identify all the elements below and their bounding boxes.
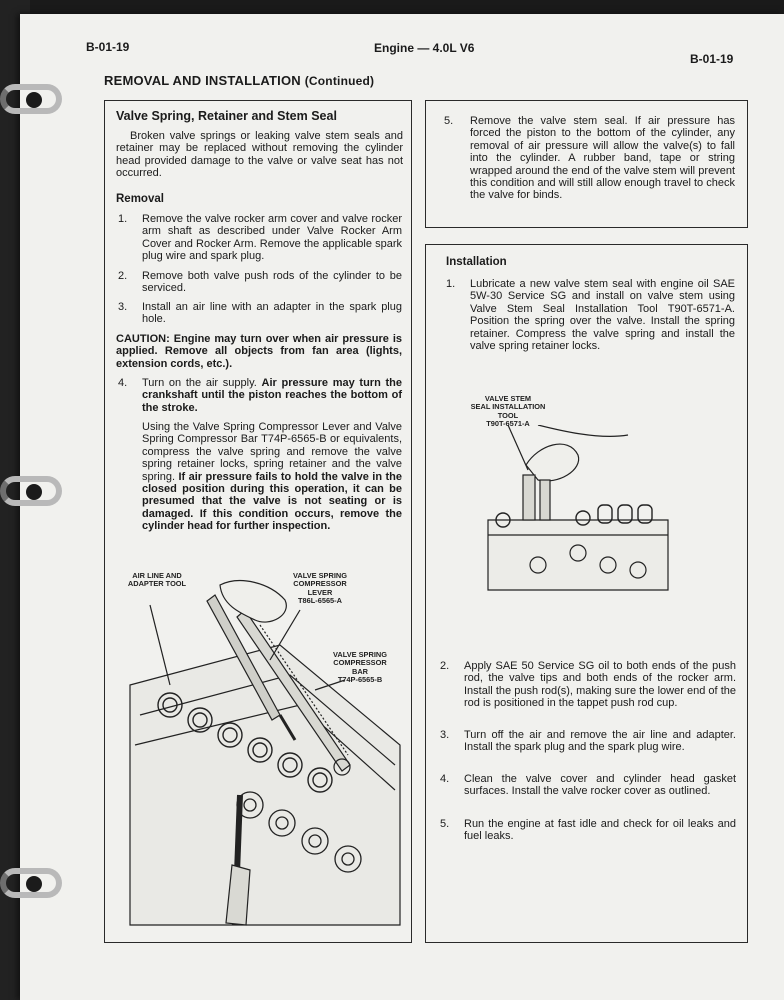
install-step-2-number: 2.	[440, 660, 450, 672]
caution-note: CAUTION: Engine may turn over when air pressure is applied. Remove all objects from fan area (lights, extension cords, etc.).	[116, 333, 402, 370]
install-step-2-text: Apply SAE 50 Service SG oil to both ends of the push rod, the valve tips and both ends of the rocker arm. Install the push rod(s), making sure the lower end of the rod is positioned in the tappet push rod cup.	[464, 660, 736, 710]
binder-ring-top	[0, 84, 62, 114]
removal-step-3-text: Install an air line with an adapter in the spark plug hole.	[142, 301, 402, 326]
binder-ring-bottom	[0, 868, 62, 898]
install-step-3-text: Turn off the air and remove the air line and adapter. Install the spark plug and the spark plug wire.	[464, 729, 736, 754]
install-step-3-number: 3.	[440, 729, 450, 741]
removal-step-3-number: 3.	[118, 301, 128, 313]
section-heading-main: REMOVAL AND INSTALLATION	[104, 73, 301, 88]
removal-step-4-text	[142, 377, 402, 414]
label-seal-installation-tool: VALVE STEM SEAL INSTALLATION TOOL T90T-6571-A	[470, 394, 546, 429]
removal-step-4-bold: Air pressure may turn the crankshaft until the piston reaches the bottom of the stroke.	[142, 377, 403, 414]
compressor-paragraph-normal: Using the Valve Spring Compressor Lever and Valve Spring Compressor Bar T74P-6565-B or equivalents, compress the valve spring and remove the valve spring retainer locks, spring retainer and the valve spring.	[142, 421, 402, 483]
intro-paragraph: Broken valve springs or leaking valve stem seals and retainer may be replaced without removing the cylinder head provided damage to the valve or valve seat has not occurred.	[116, 130, 403, 180]
install-step-1-number: 1.	[446, 278, 456, 290]
procedure-title: Valve Spring, Retainer and Stem Seal	[116, 109, 337, 123]
compressor-paragraph	[142, 421, 402, 533]
page-code-right: B-01-19	[690, 52, 734, 66]
install-step-1-text: Lubricate a new valve stem seal with engine oil SAE 5W-30 Service SG and install on valve stem using Valve Stem Seal Installation Tool T90T-6571-A. Position the spring over the valve. Install the spring retainer. Compress the valve spring and install the valve spring retainer locks.	[470, 278, 735, 353]
valve-stem-seal-tool-illustration	[478, 425, 678, 595]
label-air-line-adapter: AIR LINE AND ADAPTER TOOL	[127, 571, 187, 589]
removal-step-1-number: 1.	[118, 213, 128, 225]
removal-heading: Removal	[116, 193, 164, 205]
install-step-4-text: Clean the valve cover and cylinder head gasket surfaces. Install the valve rocker cover as outlined.	[464, 773, 736, 798]
compressor-paragraph-bold: If air pressure fails to hold the valve in the closed position during this operation, it can be presumed that the valve is not seating or is damaged. If this condition occurs, remove the cylinder head for further inspection.	[142, 470, 403, 533]
removal-step-5-number: 5.	[444, 115, 454, 127]
removal-step-2-text: Remove both valve push rods of the cylinder to be serviced.	[142, 270, 402, 295]
valve-spring-compressor-illustration	[110, 565, 406, 937]
section-heading-suffix: (Continued)	[304, 74, 375, 88]
removal-step-4-number: 4.	[118, 377, 128, 389]
label-compressor-lever: VALVE SPRING COMPRESSOR LEVER T86L-6565-A	[293, 571, 347, 606]
label-compressor-bar: VALVE SPRING COMPRESSOR BAR T74P-6565-B	[333, 650, 387, 685]
binder-ring-middle	[0, 476, 62, 506]
install-step-5-number: 5.	[440, 818, 450, 830]
installation-heading: Installation	[446, 256, 507, 268]
section-heading	[104, 73, 374, 88]
removal-step-1-text: Remove the valve rocker arm cover and valve rocker arm shaft as described under Valve Rocker Arm Cover and Rocker Arm. Remove the applicable spark plug wire and spark plug.	[142, 213, 402, 263]
removal-step-4-normal: Turn on the air supply.	[142, 377, 262, 389]
install-step-5-text: Run the engine at fast idle and check for oil leaks and fuel leaks.	[464, 818, 736, 843]
page-code-left: B-01-19	[86, 40, 130, 54]
install-step-4-number: 4.	[440, 773, 450, 785]
removal-step-5-text: Remove the valve stem seal. If air pressure has forced the piston to the bottom of the cylinder, any removal of air pressure will allow the valve(s) to fall into the cylinder. A rubber band, tape or string wrapped around the end of the valve stem will prevent this condition and will still allow enough travel to check the valve for binds.	[470, 115, 735, 202]
removal-step-2-number: 2.	[118, 270, 128, 282]
page-header-title: Engine — 4.0L V6	[374, 41, 475, 55]
